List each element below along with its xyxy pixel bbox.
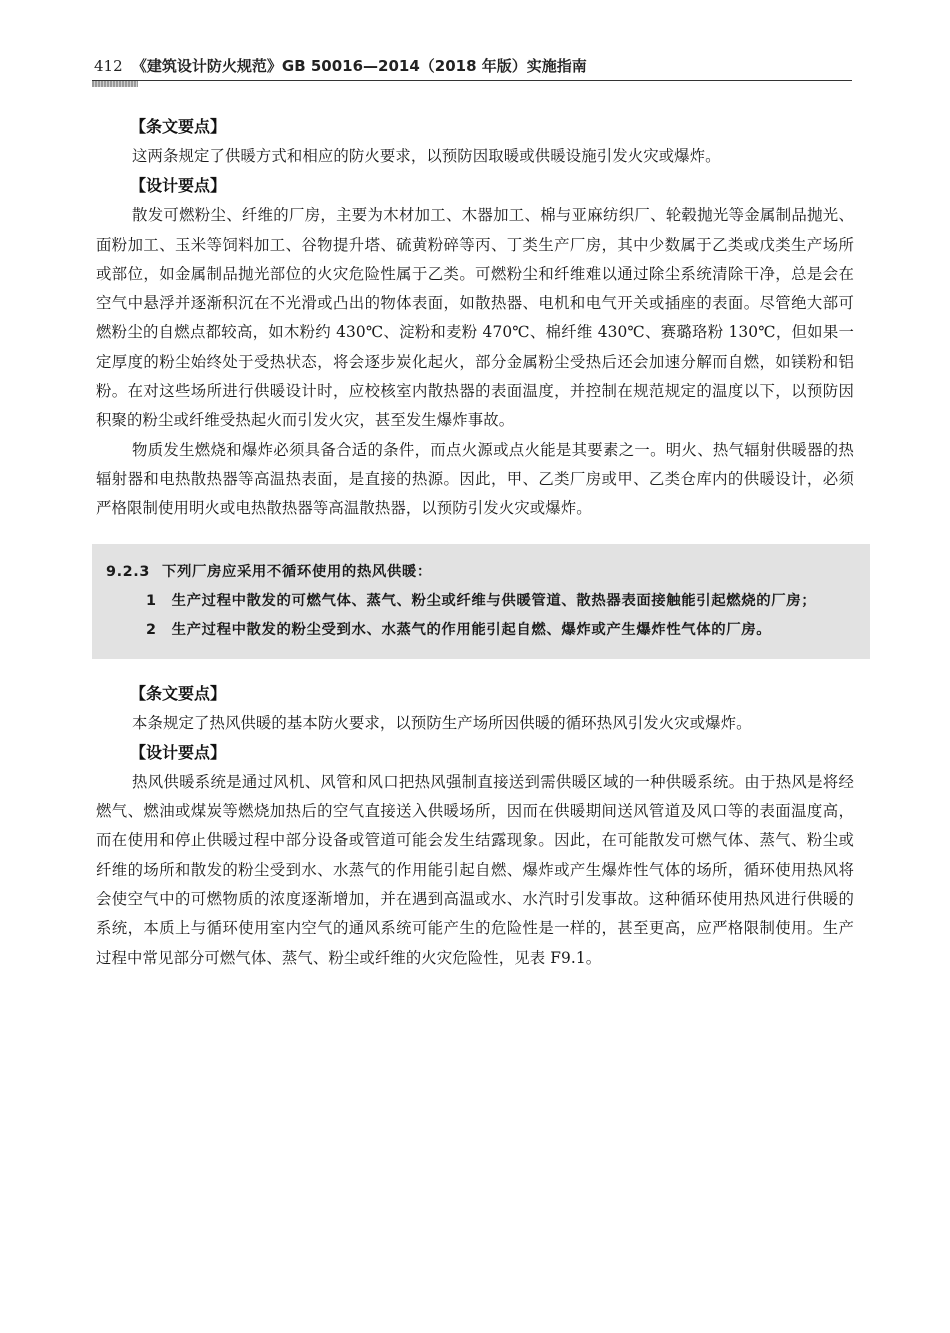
design-paragraph: 热风供暖系统是通过风机、风管和风口把热风强制直接送到需供暖区域的一种供暖系统。由于热风是将经燃气、燃油或煤炭等燃烧加热后的空气直接送入供暖场所，因而在供暖期间送风管道及风口等的表面温度高，而在使用和停止供暖过程中部分设备或管道可能会发生结露现象。因此，在可能散发可燃气体、蒸气、粉尘或纤维的场所和散发的粉尘受到水、水蒸气的作用能引起自燃、爆炸或产生爆炸性气体的场所，循环使用热风将会使空气中的可燃物质的浓度逐渐增加，并在遇到高温或水、水汽时引发事故。这种循环使用热风进行供暖的系统，本质上与循环使用室内空气的通风系统可能产生的危险性是一样的，甚至更高，应严格限制使用。生产过程中常见部分可燃气体、蒸气、粉尘或纤维的火灾危险性，见表 F9.1。 xyxy=(96,772,854,967)
header-rule xyxy=(92,80,852,81)
header-decoration xyxy=(92,81,138,87)
page-number: 412 xyxy=(94,57,123,75)
book-title: 《建筑设计防火规范》GB 50016—2014（2018 年版）实施指南 xyxy=(131,57,587,75)
design-points-heading: 【设计要点】 xyxy=(130,176,227,196)
clause-points-text: 这两条规定了供暖方式和相应的防火要求，以预防因取暖或供暖设施引发火灾或爆炸。 xyxy=(132,147,721,165)
clause-points-heading: 【条文要点】 xyxy=(130,683,227,703)
clause-intro-text: 下列厂房应采用不循环使用的热风供暖： xyxy=(161,563,432,580)
clause-points-heading: 【条文要点】 xyxy=(130,117,227,136)
design-paragraph: 散发可燃粉尘、纤维的厂房，主要为木材加工、木器加工、棉与亚麻纺织厂、轮毂抛光等金属制品抛光、面粉加工、玉米等饲料加工、谷物提升塔、硫黄粉碎等丙、丁类生产厂房，其中少数属于乙类或戊类生产场所或部位，如金属制品抛光部位的火灾危险性属于乙类。可燃粉尘和纤维难以通过除尘系统清除干净，总是会在空气中悬浮并逐渐积沉在不光滑或凸出的物体表面，如散热器、电机和电气开关或插座的表面。尽管绝大部可燃粉尘的自燃点都较高，如木粉约 430℃、淀粉和麦粉 470℃、棉纤维 430℃、赛璐珞粉 130℃，但如果一定厚度的粉尘始终处于受热状态，将会逐步炭化起火，部分金属粉尘受热后还会加速分解而自燃，如镁粉和铝粉。在对这些场所进行供暖设计时，应校核室内散热器的表面温度，并控制在规范规定的温度以下，以预防因积聚的粉尘或纤维受热起火而引发火灾，甚至发生爆炸事故。 xyxy=(96,206,854,430)
design-paragraph: 物质发生燃烧和爆炸必须具备合适的条件，而点火源或点火能是其要素之一。明火、热气辐射供暖器的热辐射器和电热散热器等高温热表面，是直接的热源。因此，甲、乙类厂房或甲、乙类仓库内的供暖设计，必须严格限制使用明火或电热散热器等高温散热器，以预防引发火灾或爆炸。 xyxy=(96,440,854,518)
clause-number: 9.2.3 xyxy=(106,563,150,580)
running-header xyxy=(94,55,854,76)
clause-points-text: 本条规定了热风供暖的基本防火要求，以预防生产场所因供暖的循环热风引发火灾或爆炸。 xyxy=(132,713,752,732)
clause-item: 2 生产过程中散发的粉尘受到水、水蒸气的作用能引起自燃、爆炸或产生爆炸性气体的厂房。 xyxy=(146,621,772,638)
design-points-heading: 【设计要点】 xyxy=(130,742,227,762)
clause-intro xyxy=(106,558,856,587)
clause-item: 1 生产过程中散发的可燃气体、蒸气、粉尘或纤维与供暖管道、散热器表面接触能引起燃烧的厂房； xyxy=(146,592,817,609)
page-body xyxy=(96,112,854,973)
code-clause-box xyxy=(92,544,870,659)
